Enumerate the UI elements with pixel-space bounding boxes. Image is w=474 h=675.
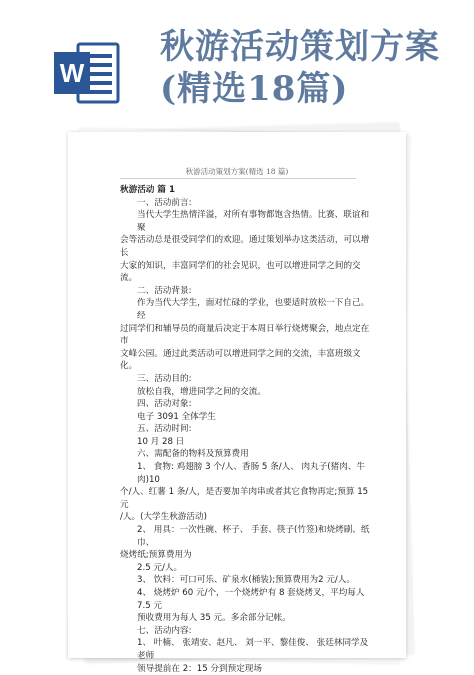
document-line: 四、活动对象: <box>137 399 192 410</box>
document-line: 烧烤纸;预算费用为 <box>120 550 192 561</box>
section-title: 秋游活动 篇 1 <box>120 185 175 195</box>
document-line: 过同学们和辅导员的商量后决定于本周日举行烧烤聚会，地点定在市 <box>120 323 370 347</box>
document-line: 一、活动前言: <box>137 197 192 208</box>
document-line: 三、活动目的: <box>137 373 192 384</box>
document-line: 作为当代大学生，面对忙碌的学业，也要适时放松一下自己。经 <box>137 298 370 321</box>
document-line: 10 月 28 日 <box>137 436 185 447</box>
document-line: 大家的知识，丰富同学们的社会见识，也可以增进同学之间的交流。 <box>120 260 361 284</box>
document-line: 4、 烧烤炉 60 元/个，一个烧烤炉有 8 套烧烤叉，平均每人 7.5 元 <box>137 588 365 611</box>
document-line: 2、 用具：一次性碗、杯子、 手套、筷子(竹签)和烧烤刷、纸巾、 <box>137 525 370 548</box>
document-line: 放松自我，增进同学之间的交流。 <box>137 386 266 397</box>
document-line: 个/人、红薯 1 条/人，是否要加羊肉串或者其它食物再定;预算 15 元 <box>120 487 369 510</box>
document-line: 预收费用为每人 35 元。多余部分记帐。 <box>137 613 291 624</box>
document-line: 1、 叶楠、 张靖安、赵凡、 刘一平、黎佳俊、 张廷林同学及老师 <box>137 638 369 661</box>
document-line: 会等活动总是很受同学们的欢迎。通过策划举办这类活动，可以增长 <box>120 235 370 258</box>
document-line: 五、活动时间: <box>137 424 192 435</box>
word-document-icon <box>52 38 124 108</box>
document-line: 文峰公园。通过此类活动可以增进同学之间的交流，丰富班级文化。 <box>120 348 361 372</box>
document-line: 六、需配备的物料及预算费用 <box>137 449 249 460</box>
document-lines <box>120 197 370 675</box>
document-line: 2.5 元/人。 <box>137 562 183 573</box>
document-line: 七、活动内容: <box>137 625 192 636</box>
page-title <box>160 26 460 110</box>
header-banner <box>0 0 474 120</box>
document-page <box>68 132 406 674</box>
document-body <box>120 184 370 675</box>
document-line: 1、 食物: 鸡翅膀 3 个/人、香肠 5 条/人、 肉丸子(猪肉、牛肉)10 <box>137 462 366 485</box>
document-line: 3、 饮料：可口可乐、矿泉水(桶装);预算费用为2 元/人。 <box>137 575 355 586</box>
document-line: 二、活动背景: <box>137 285 192 296</box>
document-running-header: 秋游活动策划方案(精选 18 篇) <box>185 167 289 176</box>
document-line: 电子 3091 全体学生 <box>137 411 216 422</box>
document-line: 领导提前在 2：15 分到预定现场 <box>137 663 262 674</box>
document-line: 当代大学生热情洋溢，对所有事物都饱含热情。比赛、联谊和聚 <box>137 210 370 233</box>
header-divider <box>120 178 356 179</box>
title-line-1: 秋游活动策划方案 <box>160 27 440 67</box>
document-line: /人。(大学生秋游活动) <box>120 512 207 523</box>
svg-text:W: W <box>59 58 85 88</box>
title-line-2: (精选18篇) <box>160 69 349 109</box>
